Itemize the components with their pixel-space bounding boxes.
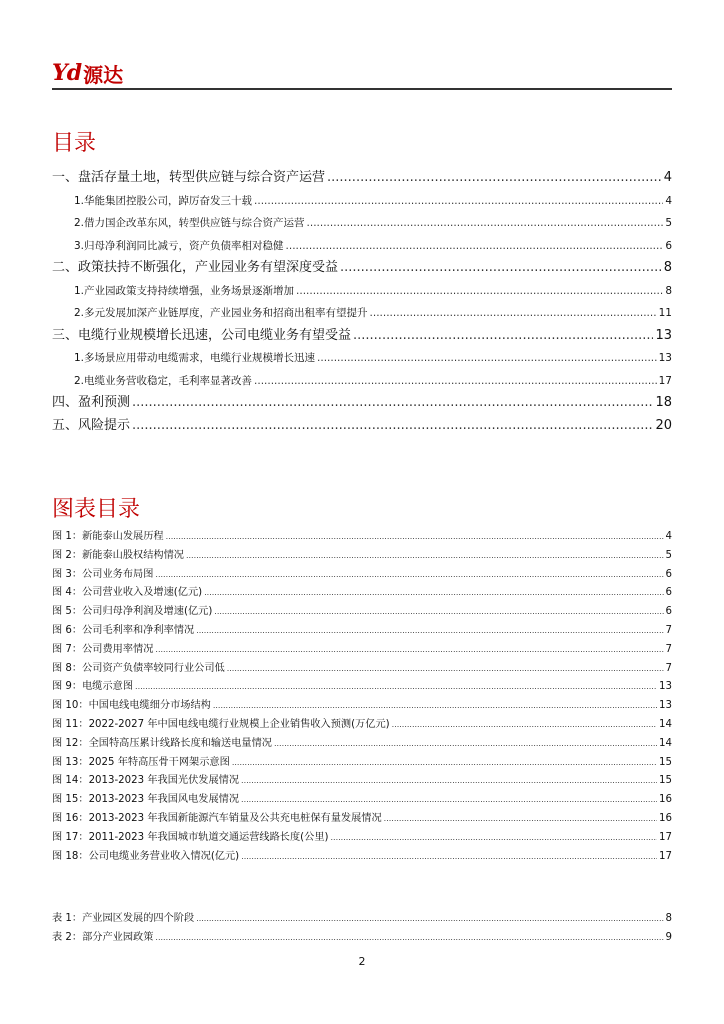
figure-entry[interactable] [52, 735, 672, 754]
toc-entry-leader-dots [307, 212, 664, 235]
toc-entry-page: 6 [665, 239, 672, 252]
figures-title: 图表目录 [52, 497, 141, 522]
toc-entry-leader-dots [254, 370, 657, 393]
figure-entry-label: 图 12：全国特高压累计线路长度和输送电量情况 [52, 737, 272, 749]
figure-entry-page: 16 [659, 794, 672, 806]
figure-entry-label: 图 4：公司营业收入及增速(亿元) [52, 587, 203, 599]
toc-entry-label: 四、盈利预测 [52, 395, 131, 410]
figure-entry-page: 15 [659, 756, 672, 768]
figure-entry-leader-dots [241, 772, 657, 791]
toc-entry-page: 18 [655, 395, 672, 410]
toc-entry-label: 1.多场景应用带动电缆需求，电缆行业规模增长迅速 [74, 352, 316, 364]
toc-entry-label: 一、盘活存量土地，转型供应链与综合资产运营 [52, 170, 326, 185]
toc-entry-label: 2.借力国企改革东风，转型供应链与综合资产运营 [74, 217, 305, 229]
toc-entry-leader-dots [327, 167, 662, 190]
figure-entry[interactable] [52, 660, 672, 679]
figure-entry-label: 图 8：公司资产负债率较同行业公司低 [52, 662, 225, 674]
figure-entry-label: 图 13：2025 年特高压骨干网架示意图 [52, 756, 230, 768]
figure-entry-leader-dots [232, 754, 657, 773]
table-entry[interactable] [52, 929, 672, 948]
toc-entry[interactable] [52, 280, 672, 303]
figure-entry-leader-dots [155, 641, 663, 660]
toc-entry[interactable] [52, 370, 672, 393]
figure-entry-leader-dots [166, 528, 664, 547]
toc-entry-leader-dots [286, 235, 664, 258]
figure-entry-page: 13 [659, 681, 672, 693]
toc-entry[interactable] [52, 392, 672, 415]
figure-entry-page: 6 [665, 568, 672, 580]
figure-entry[interactable] [52, 772, 672, 791]
figure-entry-page: 17 [659, 831, 672, 843]
toc-entry-label: 1.产业园政策支持持续增强，业务场景逐渐增加 [74, 284, 295, 297]
toc-title: 目录 [52, 131, 97, 156]
figures-list [52, 528, 672, 866]
logo-text: 源达 [83, 62, 124, 87]
figure-entry[interactable] [52, 810, 672, 829]
figure-entry[interactable] [52, 547, 672, 566]
toc-entry-page: 8 [665, 284, 672, 297]
toc-entry[interactable] [52, 325, 672, 348]
figure-entry-label: 图 2：新能泰山股权结构情况 [52, 549, 184, 561]
toc-list [52, 167, 672, 437]
toc-entry[interactable] [52, 190, 672, 213]
figure-entry[interactable] [52, 848, 672, 867]
toc-entry-label: 1.华能集团控股公司，踔厉奋发三十载 [74, 194, 253, 207]
figure-entry-page: 5 [665, 549, 672, 561]
figure-entry-page: 7 [665, 662, 672, 674]
toc-entry[interactable] [52, 167, 672, 190]
figure-entry-page: 6 [665, 606, 672, 618]
header-logo [52, 60, 123, 86]
figure-entry[interactable] [52, 829, 672, 848]
table-entry-leader-dots [196, 910, 663, 929]
figure-entry-label: 图 18：公司电缆业务营业收入情况(亿元) [52, 850, 240, 862]
table-entry[interactable] [52, 910, 672, 929]
toc-entry-leader-dots [370, 302, 657, 325]
figure-entry-label: 图 10：中国电线电缆细分市场结构 [52, 700, 211, 712]
figure-entry-page: 15 [659, 775, 672, 787]
table-entry-label: 表 1：产业园区发展的四个阶段 [52, 913, 195, 924]
toc-entry-leader-dots [317, 347, 657, 370]
figure-entry-page: 4 [665, 531, 672, 542]
figure-entry[interactable] [52, 641, 672, 660]
figure-entry-leader-dots [227, 660, 664, 679]
figure-entry[interactable] [52, 622, 672, 641]
figure-entry-leader-dots [155, 566, 663, 585]
toc-entry-page: 8 [663, 260, 672, 275]
toc-entry-label: 3.归母净利润同比减亏，资产负债率相对稳健 [74, 239, 284, 252]
figure-entry[interactable] [52, 678, 672, 697]
header-rule [52, 88, 672, 90]
toc-entry-label: 二、政策扶持不断强化，产业园业务有望深度受益 [52, 260, 339, 275]
toc-entry-leader-dots [296, 280, 663, 303]
toc-entry-leader-dots [353, 325, 653, 348]
toc-entry[interactable] [52, 257, 672, 280]
toc-entry-label: 2.多元发展加深产业链厚度，产业园业务和招商出租率有望提升 [74, 307, 368, 319]
figure-entry-label: 图 17：2011-2023 年我国城市轨道交通运营线路长度(公里) [52, 831, 329, 843]
tables-list [52, 910, 672, 948]
toc-entry-page: 13 [658, 352, 672, 364]
toc-entry-page: 4 [665, 194, 672, 207]
toc-entry-page: 13 [655, 327, 672, 343]
figure-entry-page: 14 [659, 718, 672, 730]
toc-entry-label: 三、电缆行业规模增长迅速，公司电缆业务有望受益 [52, 327, 352, 343]
figure-entry-leader-dots [204, 584, 663, 603]
figure-entry-label: 图 1：新能泰山发展历程 [52, 531, 164, 542]
figure-entry-page: 16 [659, 812, 672, 824]
toc-entry-page: 17 [658, 374, 672, 387]
figure-entry[interactable] [52, 716, 672, 735]
logo-mark: Yd [52, 60, 82, 86]
toc-entry-leader-dots [132, 392, 653, 415]
toc-entry-leader-dots [254, 190, 663, 213]
toc-entry[interactable] [52, 347, 672, 370]
toc-entry-leader-dots [132, 415, 653, 438]
figure-entry[interactable] [52, 528, 672, 547]
figure-entry[interactable] [52, 584, 672, 603]
toc-entry[interactable] [52, 212, 672, 235]
figure-entry-leader-dots [186, 547, 664, 566]
figure-entry[interactable] [52, 754, 672, 773]
figure-entry-leader-dots [384, 810, 657, 829]
toc-entry[interactable] [52, 302, 672, 325]
figure-entry-page: 14 [659, 737, 672, 749]
figure-entry-label: 图 15：2013-2023 年我国风电发展情况 [52, 794, 240, 806]
figure-entry-label: 图 6：公司毛利率和净利率情况 [52, 624, 195, 636]
table-entry-page: 9 [665, 931, 672, 943]
toc-entry[interactable] [52, 235, 672, 258]
toc-entry[interactable] [52, 415, 672, 438]
figure-entry[interactable] [52, 697, 672, 716]
figure-entry-leader-dots [392, 716, 657, 735]
toc-entry-page: 20 [655, 417, 672, 433]
figure-entry-page: 17 [659, 850, 672, 862]
toc-entry-label: 五、风险提示 [52, 417, 131, 433]
figure-entry-label: 图 9：电缆示意图 [52, 681, 134, 693]
figure-entry-leader-dots [135, 678, 657, 697]
figure-entry-leader-dots [213, 697, 657, 716]
figure-entry-label: 图 5：公司归母净利润及增速(亿元) [52, 606, 213, 618]
table-entry-leader-dots [155, 929, 663, 948]
figure-entry[interactable] [52, 566, 672, 585]
table-entry-page: 8 [665, 913, 672, 924]
toc-entry-page: 5 [665, 217, 672, 229]
figure-entry-page: 7 [665, 643, 672, 655]
figure-entry-page: 6 [665, 587, 672, 599]
figure-entry-page: 13 [659, 700, 672, 712]
figure-entry-label: 图 7：公司费用率情况 [52, 643, 154, 655]
figure-entry[interactable] [52, 791, 672, 810]
figure-entry-leader-dots [241, 791, 657, 810]
toc-entry-page: 4 [663, 170, 672, 185]
page-number: 2 [358, 955, 366, 968]
figure-entry-page: 7 [665, 624, 672, 636]
figure-entry-leader-dots [274, 735, 657, 754]
table-entry-label: 表 2：部分产业园政策 [52, 931, 154, 943]
figure-entry-label: 图 16：2013-2023 年我国新能源汽车销量及公共充电桩保有量发展情况 [52, 812, 382, 824]
toc-entry-label: 2.电缆业务营收稳定，毛利率显著改善 [74, 374, 253, 387]
figure-entry-leader-dots [214, 603, 663, 622]
figure-entry-leader-dots [330, 829, 657, 848]
figure-entry-leader-dots [241, 848, 657, 867]
toc-entry-leader-dots [340, 257, 662, 280]
figure-entry[interactable] [52, 603, 672, 622]
figure-entry-leader-dots [196, 622, 663, 641]
figure-entry-label: 图 3：公司业务布局图 [52, 568, 154, 580]
figure-entry-label: 图 14：2013-2023 年我国光伏发展情况 [52, 775, 240, 787]
figure-entry-label: 图 11：2022-2027 年中国电线电缆行业规模上企业销售收入预测(万亿元) [52, 718, 390, 730]
toc-entry-page: 11 [658, 307, 672, 319]
